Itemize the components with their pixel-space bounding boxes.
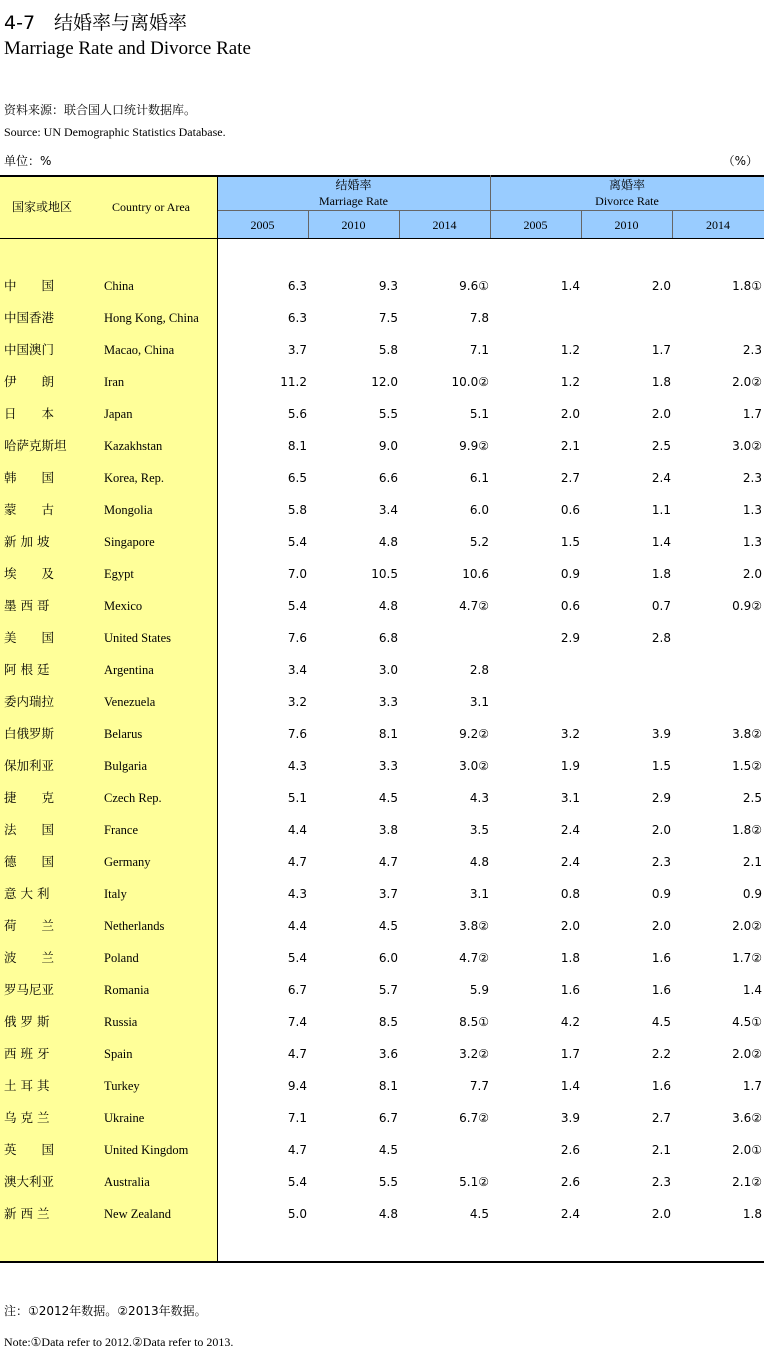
rate-cell-m2005: 4.3 xyxy=(287,759,307,773)
country-name-en: New Zealand xyxy=(104,1207,171,1221)
rate-cell-m2005: 4.7 xyxy=(287,855,307,869)
rate-cell-d2010: 1.6 xyxy=(651,951,671,965)
rate-cell-d2010: 1.6 xyxy=(651,1079,671,1093)
rate-cell-d2014: 2.0② xyxy=(732,1047,762,1061)
rate-cell-d2010: 2.2 xyxy=(651,1047,671,1061)
rate-cell-d2005: 1.2 xyxy=(560,343,580,357)
rate-cell-d2005: 1.7 xyxy=(560,1047,580,1061)
rate-cell-m2014: 3.2② xyxy=(459,1047,489,1061)
rate-cell-d2010: 2.0 xyxy=(651,407,671,421)
table-row xyxy=(0,1006,764,1038)
rate-cell-m2005: 5.4 xyxy=(287,951,307,965)
rate-cell-m2010: 3.8 xyxy=(378,823,398,837)
rate-cell-d2014: 1.7② xyxy=(732,951,762,965)
rate-cell-m2010: 8.1 xyxy=(378,727,398,741)
table-row xyxy=(0,654,764,686)
table-row xyxy=(0,686,764,718)
rate-cell-m2005: 4.4 xyxy=(287,919,307,933)
rate-cell-m2010: 6.8 xyxy=(378,631,398,645)
rate-cell-m2014: 5.2 xyxy=(469,535,489,549)
rate-cell-m2005: 6.5 xyxy=(287,471,307,485)
country-name-en: China xyxy=(104,279,134,293)
rate-cell-d2010: 1.5 xyxy=(651,759,671,773)
rate-cell-m2014: 5.1 xyxy=(469,407,489,421)
country-name-cn: 美 国 xyxy=(4,630,55,645)
country-name-en: Venezuela xyxy=(104,695,156,709)
country-name-en: Ukraine xyxy=(104,1111,145,1125)
country-name-en: Kazakhstan xyxy=(104,439,163,453)
rate-cell-d2014: 2.1 xyxy=(742,855,762,869)
rate-cell-m2005: 11.2 xyxy=(280,375,307,389)
rate-cell-d2014: 1.8① xyxy=(732,279,762,293)
rate-cell-m2014: 7.1 xyxy=(469,343,489,357)
rate-cell-m2010: 5.7 xyxy=(378,983,398,997)
rate-cell-d2014: 1.3 xyxy=(742,503,762,517)
source-note-cn: 资料来源：联合国人口统计数据库。 xyxy=(4,103,197,117)
rate-cell-m2014: 6.0 xyxy=(469,503,489,517)
rate-cell-m2010: 4.5 xyxy=(378,791,398,805)
rate-cell-d2005: 2.7 xyxy=(560,471,580,485)
table-row xyxy=(0,558,764,590)
rate-cell-m2010: 5.8 xyxy=(378,343,398,357)
rate-cell-m2014: 3.1 xyxy=(469,695,489,709)
header-marriage-cn: 结婚率 xyxy=(335,178,372,192)
country-name-cn: 蒙 古 xyxy=(4,502,55,517)
rate-cell-m2005: 4.4 xyxy=(287,823,307,837)
country-name-cn: 英 国 xyxy=(4,1142,55,1157)
country-name-cn: 伊 朗 xyxy=(4,374,55,389)
rate-cell-m2005: 7.6 xyxy=(287,631,307,645)
rate-cell-d2014: 3.8② xyxy=(732,727,762,741)
rate-cell-d2010: 2.0 xyxy=(651,919,671,933)
unit-label-right: （%） xyxy=(722,154,758,168)
rate-cell-m2014: 9.2② xyxy=(459,727,489,741)
country-name-en: Russia xyxy=(104,1015,138,1029)
rate-cell-d2005: 2.4 xyxy=(560,1207,580,1221)
rate-cell-d2005: 1.2 xyxy=(560,375,580,389)
country-name-cn: 德 国 xyxy=(4,854,55,869)
country-name-cn: 捷 克 xyxy=(4,790,55,805)
rate-cell-d2010: 2.0 xyxy=(651,823,671,837)
rate-cell-m2005: 5.0 xyxy=(287,1207,307,1221)
header-year-marriage-2005: 2005 xyxy=(250,218,275,232)
rate-cell-m2010: 6.0 xyxy=(378,951,398,965)
table-row xyxy=(0,334,764,366)
rate-cell-m2010: 12.0 xyxy=(371,375,398,389)
rate-cell-d2005: 1.9 xyxy=(560,759,580,773)
rate-cell-d2014: 1.8 xyxy=(742,1207,762,1221)
country-name-en: Mexico xyxy=(104,599,143,613)
country-name-cn: 澳大利亚 xyxy=(4,1174,55,1189)
rate-cell-m2005: 4.7 xyxy=(287,1143,307,1157)
header-bottom-rule xyxy=(0,238,764,239)
country-name-en: Singapore xyxy=(104,535,155,549)
rate-cell-m2005: 6.3 xyxy=(287,311,307,325)
rate-cell-d2005: 2.6 xyxy=(560,1143,580,1157)
rate-cell-d2010: 2.3 xyxy=(651,855,671,869)
rate-cell-m2014: 3.1 xyxy=(469,887,489,901)
rate-cell-d2010: 1.4 xyxy=(651,535,671,549)
table-row xyxy=(0,1038,764,1070)
rate-cell-d2014: 1.3 xyxy=(742,535,762,549)
rate-cell-d2005: 0.9 xyxy=(560,567,580,581)
rate-cell-d2005: 2.0 xyxy=(560,407,580,421)
rate-cell-m2014: 5.9 xyxy=(469,983,489,997)
country-name-en: United States xyxy=(104,631,172,645)
rate-cell-m2010: 8.5 xyxy=(378,1015,398,1029)
table-row xyxy=(0,974,764,1006)
country-name-cn: 阿 根 廷 xyxy=(4,662,50,677)
rate-cell-d2010: 2.5 xyxy=(651,439,671,453)
rate-cell-m2005: 3.2 xyxy=(287,695,307,709)
rate-cell-m2005: 4.3 xyxy=(287,887,307,901)
rate-cell-m2010: 3.3 xyxy=(378,759,398,773)
country-name-en: France xyxy=(104,823,139,837)
rate-cell-d2014: 1.7 xyxy=(742,407,762,421)
table-row xyxy=(0,1198,764,1230)
rate-cell-d2005: 3.9 xyxy=(560,1111,580,1125)
country-name-cn: 意 大 利 xyxy=(4,886,50,901)
rate-cell-d2005: 2.0 xyxy=(560,919,580,933)
rate-cell-d2010: 1.1 xyxy=(651,503,671,517)
rate-cell-d2005: 1.6 xyxy=(560,983,580,997)
rate-cell-m2010: 4.8 xyxy=(378,535,398,549)
header-country-cn: 国家或地区 xyxy=(12,200,73,214)
rate-cell-d2005: 2.4 xyxy=(560,855,580,869)
rate-cell-m2014: 6.1 xyxy=(469,471,489,485)
country-name-en: Argentina xyxy=(104,663,154,677)
rate-cell-m2005: 4.7 xyxy=(287,1047,307,1061)
country-name-en: Netherlands xyxy=(104,919,165,933)
country-name-cn: 罗马尼亚 xyxy=(4,982,55,997)
rate-cell-m2005: 5.4 xyxy=(287,599,307,613)
rate-cell-d2005: 0.6 xyxy=(560,503,580,517)
rate-cell-d2014: 2.0② xyxy=(732,375,762,389)
rate-cell-d2014: 1.7 xyxy=(742,1079,762,1093)
table-row xyxy=(0,878,764,910)
rate-cell-d2005: 3.1 xyxy=(560,791,580,805)
country-name-cn: 埃 及 xyxy=(4,566,55,581)
rate-cell-m2005: 8.1 xyxy=(287,439,307,453)
country-name-en: Mongolia xyxy=(104,503,153,517)
table-row xyxy=(0,622,764,654)
rate-cell-m2010: 5.5 xyxy=(378,1175,398,1189)
table-row xyxy=(0,718,764,750)
rate-cell-d2014: 1.8② xyxy=(732,823,762,837)
country-name-en: Hong Kong, China xyxy=(104,311,199,325)
rate-cell-m2005: 3.7 xyxy=(287,343,307,357)
rate-cell-d2005: 2.6 xyxy=(560,1175,580,1189)
country-name-en: Iran xyxy=(104,375,125,389)
header-country-en: Country or Area xyxy=(112,200,190,214)
country-name-cn: 波 兰 xyxy=(4,950,55,965)
rate-cell-d2005: 2.1 xyxy=(560,439,580,453)
country-name-en: Italy xyxy=(104,887,127,901)
country-name-cn: 中国澳门 xyxy=(4,342,55,357)
country-name-cn: 新 西 兰 xyxy=(4,1206,50,1221)
rate-cell-m2010: 4.8 xyxy=(378,599,398,613)
rate-cell-m2010: 6.6 xyxy=(378,471,398,485)
country-name-cn: 委内瑞拉 xyxy=(4,694,55,709)
rate-cell-m2014: 2.8 xyxy=(469,663,489,677)
rate-cell-m2010: 4.7 xyxy=(378,855,398,869)
rate-cell-d2010: 2.0 xyxy=(651,1207,671,1221)
rate-cell-d2014: 3.6② xyxy=(732,1111,762,1125)
rate-cell-d2014: 2.0② xyxy=(732,919,762,933)
rate-cell-d2010: 0.9 xyxy=(651,887,671,901)
rate-cell-d2010: 2.7 xyxy=(651,1111,671,1125)
rate-cell-d2010: 2.9 xyxy=(651,791,671,805)
rate-cell-d2010: 3.9 xyxy=(651,727,671,741)
rate-cell-d2010: 2.4 xyxy=(651,471,671,485)
rate-cell-m2014: 5.1② xyxy=(459,1175,489,1189)
header-year-divorce-2005: 2005 xyxy=(523,218,548,232)
source-note-en: Source: UN Demographic Statistics Database. xyxy=(4,125,226,139)
rate-cell-d2005: 1.8 xyxy=(560,951,580,965)
rate-cell-d2005: 0.8 xyxy=(560,887,580,901)
country-name-en: Czech Rep. xyxy=(104,791,162,805)
rate-cell-d2005: 1.5 xyxy=(560,535,580,549)
rate-cell-m2010: 8.1 xyxy=(378,1079,398,1093)
table-bottom-rule xyxy=(0,1261,764,1263)
table-row xyxy=(0,526,764,558)
table-row xyxy=(0,1166,764,1198)
rate-cell-d2010: 2.8 xyxy=(651,631,671,645)
table-row xyxy=(0,942,764,974)
table-row xyxy=(0,270,764,302)
country-name-en: Korea, Rep. xyxy=(104,471,165,485)
country-name-en: Poland xyxy=(104,951,139,965)
country-name-cn: 中 国 xyxy=(4,278,55,293)
rate-cell-m2010: 9.0 xyxy=(378,439,398,453)
rate-cell-d2010: 0.7 xyxy=(651,599,671,613)
rate-cell-d2010: 2.1 xyxy=(651,1143,671,1157)
table-row xyxy=(0,782,764,814)
rate-cell-d2014: 2.0① xyxy=(732,1143,762,1157)
country-name-cn: 新 加 坡 xyxy=(4,534,50,549)
rate-cell-m2005: 7.1 xyxy=(287,1111,307,1125)
table-row xyxy=(0,366,764,398)
rate-cell-m2005: 5.6 xyxy=(287,407,307,421)
rate-cell-m2014: 10.0② xyxy=(451,375,489,389)
header-year-divorce-2010: 2010 xyxy=(614,218,639,232)
rate-cell-m2005: 7.6 xyxy=(287,727,307,741)
country-name-cn: 白俄罗斯 xyxy=(4,726,55,741)
header-year-divorce-2014: 2014 xyxy=(706,218,730,232)
country-name-cn: 韩 国 xyxy=(4,470,55,485)
rate-cell-m2014: 9.6① xyxy=(459,279,489,293)
rate-cell-m2014: 4.5 xyxy=(469,1207,489,1221)
header-divorce-cn: 离婚率 xyxy=(608,178,645,192)
table-row xyxy=(0,462,764,494)
rate-cell-d2014: 2.5 xyxy=(742,791,762,805)
rate-cell-m2005: 5.8 xyxy=(287,503,307,517)
rate-cell-m2010: 3.7 xyxy=(378,887,398,901)
country-name-en: Romania xyxy=(104,983,150,997)
rate-cell-m2010: 10.5 xyxy=(371,567,398,581)
rate-cell-m2005: 6.3 xyxy=(287,279,307,293)
rate-cell-m2010: 3.6 xyxy=(378,1047,398,1061)
country-name-en: Turkey xyxy=(104,1079,140,1093)
rate-cell-m2014: 3.8② xyxy=(459,919,489,933)
rate-cell-d2005: 4.2 xyxy=(560,1015,580,1029)
rate-cell-m2010: 4.5 xyxy=(378,919,398,933)
country-name-cn: 日 本 xyxy=(4,406,55,421)
rate-cell-d2014: 1.5② xyxy=(732,759,762,773)
country-name-en: Germany xyxy=(104,855,151,869)
rate-cell-m2010: 7.5 xyxy=(378,311,398,325)
rate-cell-m2014: 6.7② xyxy=(459,1111,489,1125)
header-marriage-en: Marriage Rate xyxy=(319,194,388,208)
rate-cell-m2014: 7.7 xyxy=(469,1079,489,1093)
table-row xyxy=(0,750,764,782)
country-name-en: Spain xyxy=(104,1047,133,1061)
header-year-marriage-2010: 2010 xyxy=(341,218,366,232)
rate-cell-m2010: 4.8 xyxy=(378,1207,398,1221)
rate-cell-m2014: 9.9② xyxy=(459,439,489,453)
rate-cell-m2005: 6.7 xyxy=(287,983,307,997)
rate-cell-m2010: 6.7 xyxy=(378,1111,398,1125)
table-row xyxy=(0,494,764,526)
rate-cell-d2010: 1.8 xyxy=(651,375,671,389)
rates-table xyxy=(0,175,764,1263)
rate-cell-m2005: 5.1 xyxy=(287,791,307,805)
table-row xyxy=(0,846,764,878)
rate-cell-d2010: 1.7 xyxy=(651,343,671,357)
country-name-cn: 墨 西 哥 xyxy=(4,598,50,613)
country-name-en: Egypt xyxy=(104,567,134,581)
footnote-en: Note:①Data refer to 2012.②Data refer to 2013. xyxy=(4,1335,234,1349)
country-name-en: Australia xyxy=(104,1175,150,1189)
rate-cell-d2005: 1.4 xyxy=(560,1079,580,1093)
country-name-en: United Kingdom xyxy=(104,1143,189,1157)
rate-cell-d2014: 2.3 xyxy=(742,471,762,485)
page-title-en: Marriage Rate and Divorce Rate xyxy=(4,38,251,59)
country-name-cn: 乌 克 兰 xyxy=(4,1110,50,1125)
rate-cell-m2014: 10.6 xyxy=(462,567,489,581)
country-name-cn: 荷 兰 xyxy=(4,918,55,933)
rate-cell-m2014: 7.8 xyxy=(469,311,489,325)
table-row xyxy=(0,590,764,622)
country-name-cn: 哈萨克斯坦 xyxy=(4,438,67,453)
rate-cell-d2010: 2.0 xyxy=(651,279,671,293)
country-name-en: Macao, China xyxy=(104,343,175,357)
rate-cell-m2005: 5.4 xyxy=(287,535,307,549)
table-row xyxy=(0,814,764,846)
table-row xyxy=(0,1102,764,1134)
country-name-cn: 保加利亚 xyxy=(4,758,55,773)
table-row xyxy=(0,398,764,430)
table-row xyxy=(0,1070,764,1102)
rate-cell-d2005: 1.4 xyxy=(560,279,580,293)
rate-cell-d2005: 2.4 xyxy=(560,823,580,837)
rate-cell-m2014: 4.7② xyxy=(459,951,489,965)
rate-cell-m2014: 4.7② xyxy=(459,599,489,613)
unit-label: 单位：% xyxy=(4,154,52,168)
header-year-marriage-2014: 2014 xyxy=(432,218,457,232)
footnote-cn: 注：①2012年数据。②2013年数据。 xyxy=(4,1304,207,1318)
rate-cell-m2014: 8.5① xyxy=(459,1015,489,1029)
rate-cell-m2010: 3.3 xyxy=(378,695,398,709)
country-name-en: Belarus xyxy=(104,727,143,741)
table-top-rule xyxy=(0,175,764,177)
country-name-cn: 法 国 xyxy=(4,822,55,837)
rate-cell-m2014: 4.8 xyxy=(469,855,489,869)
rate-cell-m2005: 3.4 xyxy=(287,663,307,677)
rate-cell-m2014: 3.5 xyxy=(469,823,489,837)
table-row xyxy=(0,430,764,462)
table-row xyxy=(0,302,764,334)
rate-cell-d2014: 0.9② xyxy=(732,599,762,613)
rate-cell-d2010: 4.5 xyxy=(651,1015,671,1029)
rate-cell-m2005: 9.4 xyxy=(287,1079,307,1093)
country-name-cn: 土 耳 其 xyxy=(4,1078,50,1093)
country-name-en: Bulgaria xyxy=(104,759,148,773)
rate-cell-m2005: 5.4 xyxy=(287,1175,307,1189)
rate-cell-m2005: 7.4 xyxy=(287,1015,307,1029)
rate-cell-d2014: 2.1② xyxy=(732,1175,762,1189)
rate-cell-d2014: 4.5① xyxy=(732,1015,762,1029)
country-name-cn: 西 班 牙 xyxy=(4,1046,50,1061)
rate-cell-d2014: 2.3 xyxy=(742,343,762,357)
rate-cell-m2010: 5.5 xyxy=(378,407,398,421)
rate-cell-d2014: 3.0② xyxy=(732,439,762,453)
page-title-cn: 4-7 结婚率与离婚率 xyxy=(4,12,188,34)
country-name-cn: 俄 罗 斯 xyxy=(4,1014,50,1029)
rate-cell-d2014: 2.0 xyxy=(742,567,762,581)
rate-cell-m2014: 4.3 xyxy=(469,791,489,805)
rate-cell-d2010: 1.6 xyxy=(651,983,671,997)
rate-cell-m2010: 3.0 xyxy=(378,663,398,677)
rate-cell-m2005: 7.0 xyxy=(287,567,307,581)
rate-cell-d2005: 2.9 xyxy=(560,631,580,645)
rate-cell-m2010: 9.3 xyxy=(378,279,398,293)
rate-cell-d2014: 1.4 xyxy=(742,983,762,997)
rate-cell-m2010: 3.4 xyxy=(378,503,398,517)
country-name-cn: 中国香港 xyxy=(4,310,55,325)
rate-cell-d2005: 3.2 xyxy=(560,727,580,741)
header-divorce-en: Divorce Rate xyxy=(595,194,659,208)
rate-cell-d2005: 0.6 xyxy=(560,599,580,613)
rate-cell-d2010: 2.3 xyxy=(651,1175,671,1189)
table-row xyxy=(0,1134,764,1166)
rate-cell-m2014: 3.0② xyxy=(459,759,489,773)
rate-cell-m2010: 4.5 xyxy=(378,1143,398,1157)
rate-cell-d2014: 0.9 xyxy=(742,887,762,901)
table-row xyxy=(0,910,764,942)
rate-cell-d2010: 1.8 xyxy=(651,567,671,581)
country-name-en: Japan xyxy=(104,407,133,421)
